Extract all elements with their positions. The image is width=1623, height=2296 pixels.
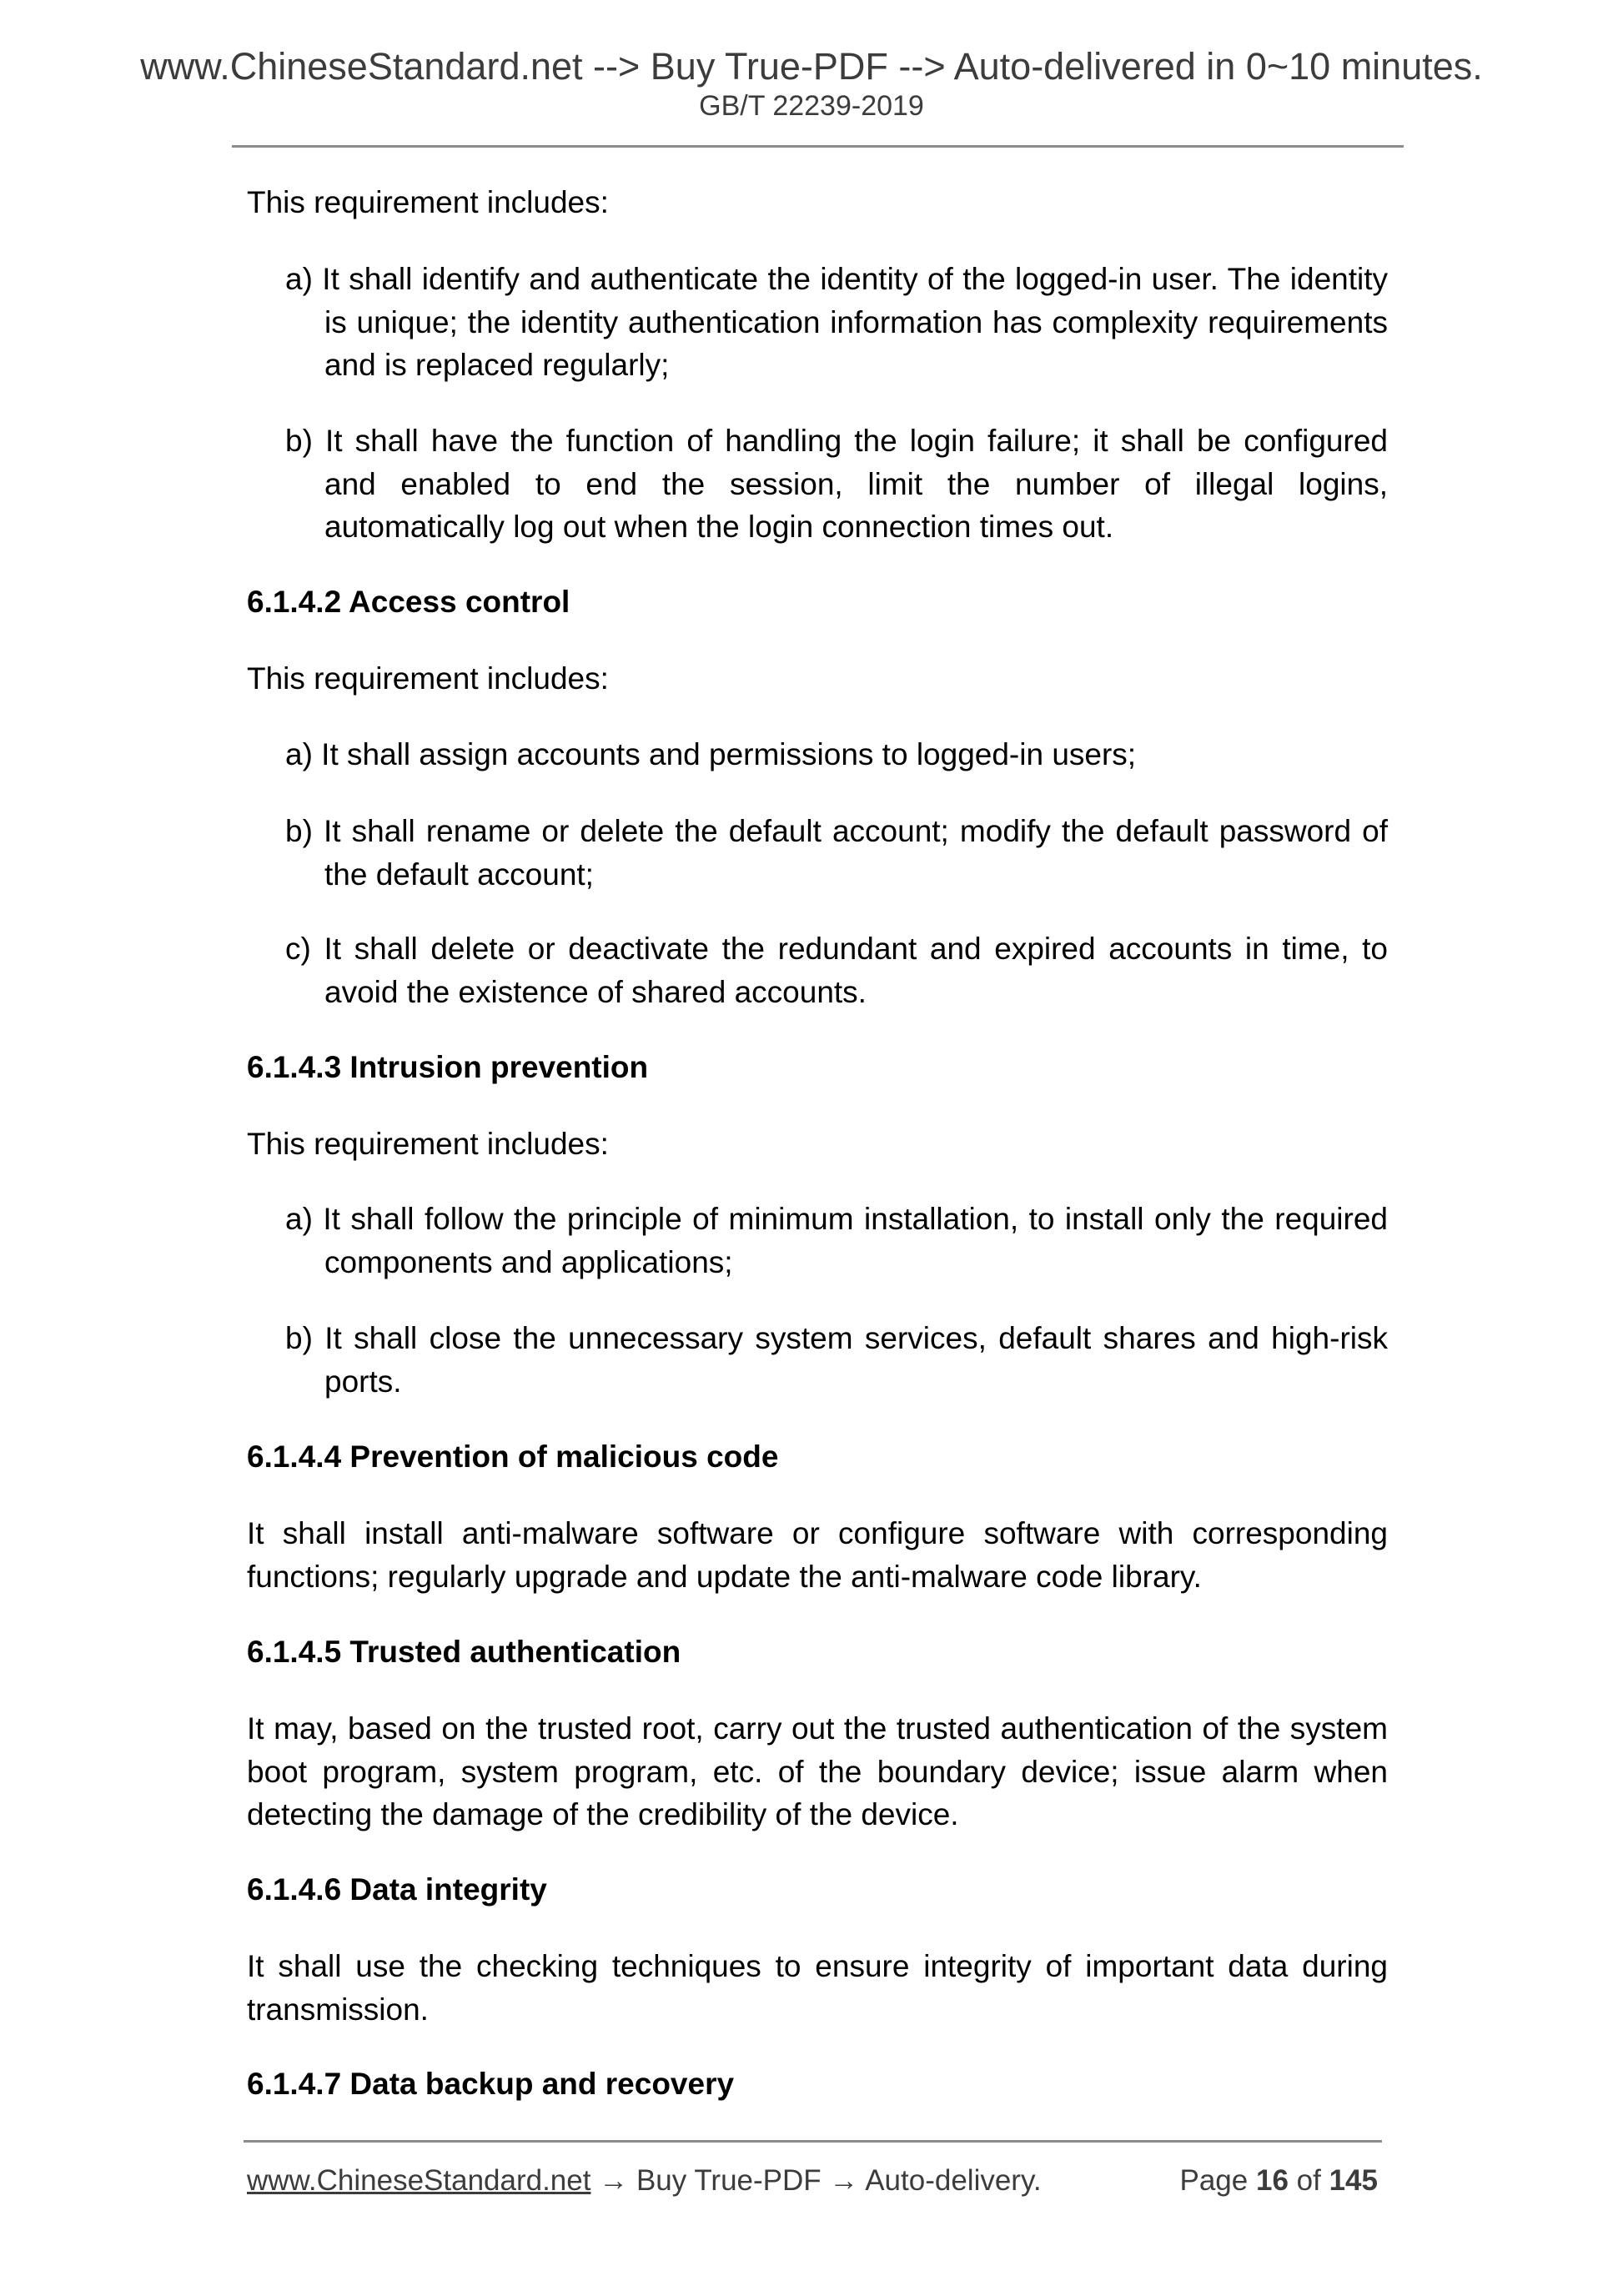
footer xyxy=(247,2162,1378,2200)
page-total: 145 xyxy=(1329,2164,1378,2197)
list-item: b) It shall rename or delete the default account; modify the default password of the default account; xyxy=(285,814,1388,892)
section-heading: 6.1.4.6 Data integrity xyxy=(247,1872,547,1907)
paragraph: This requirement includes: xyxy=(247,1127,609,1161)
list-item: c) It shall delete or deactivate the redundant and expired accounts in time, to avoid the existence of shared accounts. xyxy=(285,932,1388,1009)
paragraph: This requirement includes: xyxy=(247,185,609,219)
section-heading: 6.1.4.2 Access control xyxy=(247,585,570,619)
section-heading: 6.1.4.4 Prevention of malicious code xyxy=(247,1439,779,1474)
paragraph: It shall use the checking techniques to ensure integrity of important data during transmission. xyxy=(247,1949,1388,2027)
paragraph: This requirement includes: xyxy=(247,661,609,696)
list-item: a) It shall identify and authenticate the identity of the logged-in user. The identity is unique; the identity authentication information has complexity requirements and is replaced regularly; xyxy=(285,262,1388,382)
standard-number: GB/T 22239-2019 xyxy=(699,90,924,122)
paragraph: It may, based on the trusted root, carry out the trusted authentication of the system boot program, system program, etc. of the boundary device; issue alarm when detecting the damage of the credibility of the device. xyxy=(247,1711,1388,1831)
footer-delivery: Auto-delivery. xyxy=(865,2164,1042,2197)
section-heading: 6.1.4.3 Intrusion prevention xyxy=(247,1050,649,1084)
page-indicator xyxy=(1180,2162,1379,2200)
arrow-icon: → xyxy=(829,2164,859,2197)
page-number: 16 xyxy=(1255,2164,1289,2197)
list-item: b) It shall close the unnecessary system services, default shares and high-risk ports. xyxy=(285,1321,1388,1399)
list-item: a) It shall assign accounts and permissions to logged-in users; xyxy=(285,737,1137,771)
section-heading: 6.1.4.5 Trusted authentication xyxy=(247,1635,681,1669)
section-heading: 6.1.4.7 Data backup and recovery xyxy=(247,2067,735,2101)
page-of: of xyxy=(1296,2164,1321,2197)
header-rule xyxy=(232,145,1404,148)
page-label: Page xyxy=(1179,2164,1249,2197)
header-banner: www.ChineseStandard.net --> Buy True-PDF --> Auto-delivered in 0~10 minutes. xyxy=(140,45,1483,88)
list-item: b) It shall have the function of handling the login failure; it shall be configured and enabled to end the session, limit the number of illegal logins, automatically log out when the login connection times out. xyxy=(285,424,1388,544)
footer-buy: Buy True-PDF xyxy=(636,2164,822,2197)
arrow-icon: → xyxy=(599,2164,629,2197)
footer-link[interactable]: www.ChineseStandard.net xyxy=(247,2164,591,2197)
list-item: a) It shall follow the principle of minimum installation, to install only the required components and applications; xyxy=(285,1202,1388,1279)
footer-rule xyxy=(244,2140,1382,2143)
paragraph: It shall install anti-malware software or configure software with corresponding functions; regularly upgrade and update the anti-malware code library. xyxy=(247,1516,1388,1594)
